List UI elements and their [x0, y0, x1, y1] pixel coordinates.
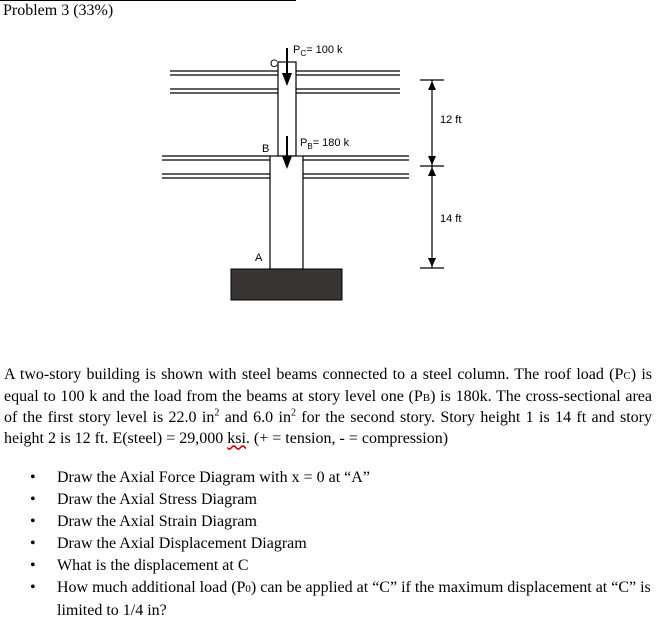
ksi-word: ksi: [227, 429, 246, 447]
lower-column: [270, 156, 303, 269]
footing: [231, 269, 342, 300]
load-c-label: $P_C= 100$ k: [293, 44, 343, 58]
node-b-label: B: [262, 143, 270, 155]
task-item: • How much additional load (P0) can be applied at “C” if the maximum displacement at “C” is limited to 1/4 in?: [0, 577, 660, 622]
task-item: • Draw the Axial Strain Diagram: [0, 511, 660, 533]
task-item: • What is the displacement at C: [0, 555, 660, 577]
task-item: • Draw the Axial Force Diagram with x = 0 at “A”: [0, 467, 660, 489]
dim-upper-label: 12 ft: [440, 114, 462, 126]
load-b-label: $P_B= 180$ k: [300, 137, 350, 151]
task-item: • Draw the Axial Stress Diagram: [0, 489, 660, 511]
node-c-label: C: [270, 58, 278, 70]
task-item: • Draw the Axial Displacement Diagram: [0, 533, 660, 555]
node-a-label: A: [255, 252, 263, 264]
problem-title: Problem 3 (33%): [3, 2, 114, 19]
task-list: [0, 467, 660, 622]
dim-lower-label: 14 ft: [440, 213, 462, 225]
problem-statement: A two-story building is shown with steel beams connected to a steel column. The roof load (PC) is equal to 100 k and the load from the beams at story level one (PB) is 180k. The cross-sectional area of the first story level is 22.0 $in^2$ and 6.0 $in^2$ for the second story. Story height 1 is 14 ft and story height 2 is 12 ft. E(steel) = 29,000 ksi. (+ = tension, - = compression): [4, 366, 653, 447]
